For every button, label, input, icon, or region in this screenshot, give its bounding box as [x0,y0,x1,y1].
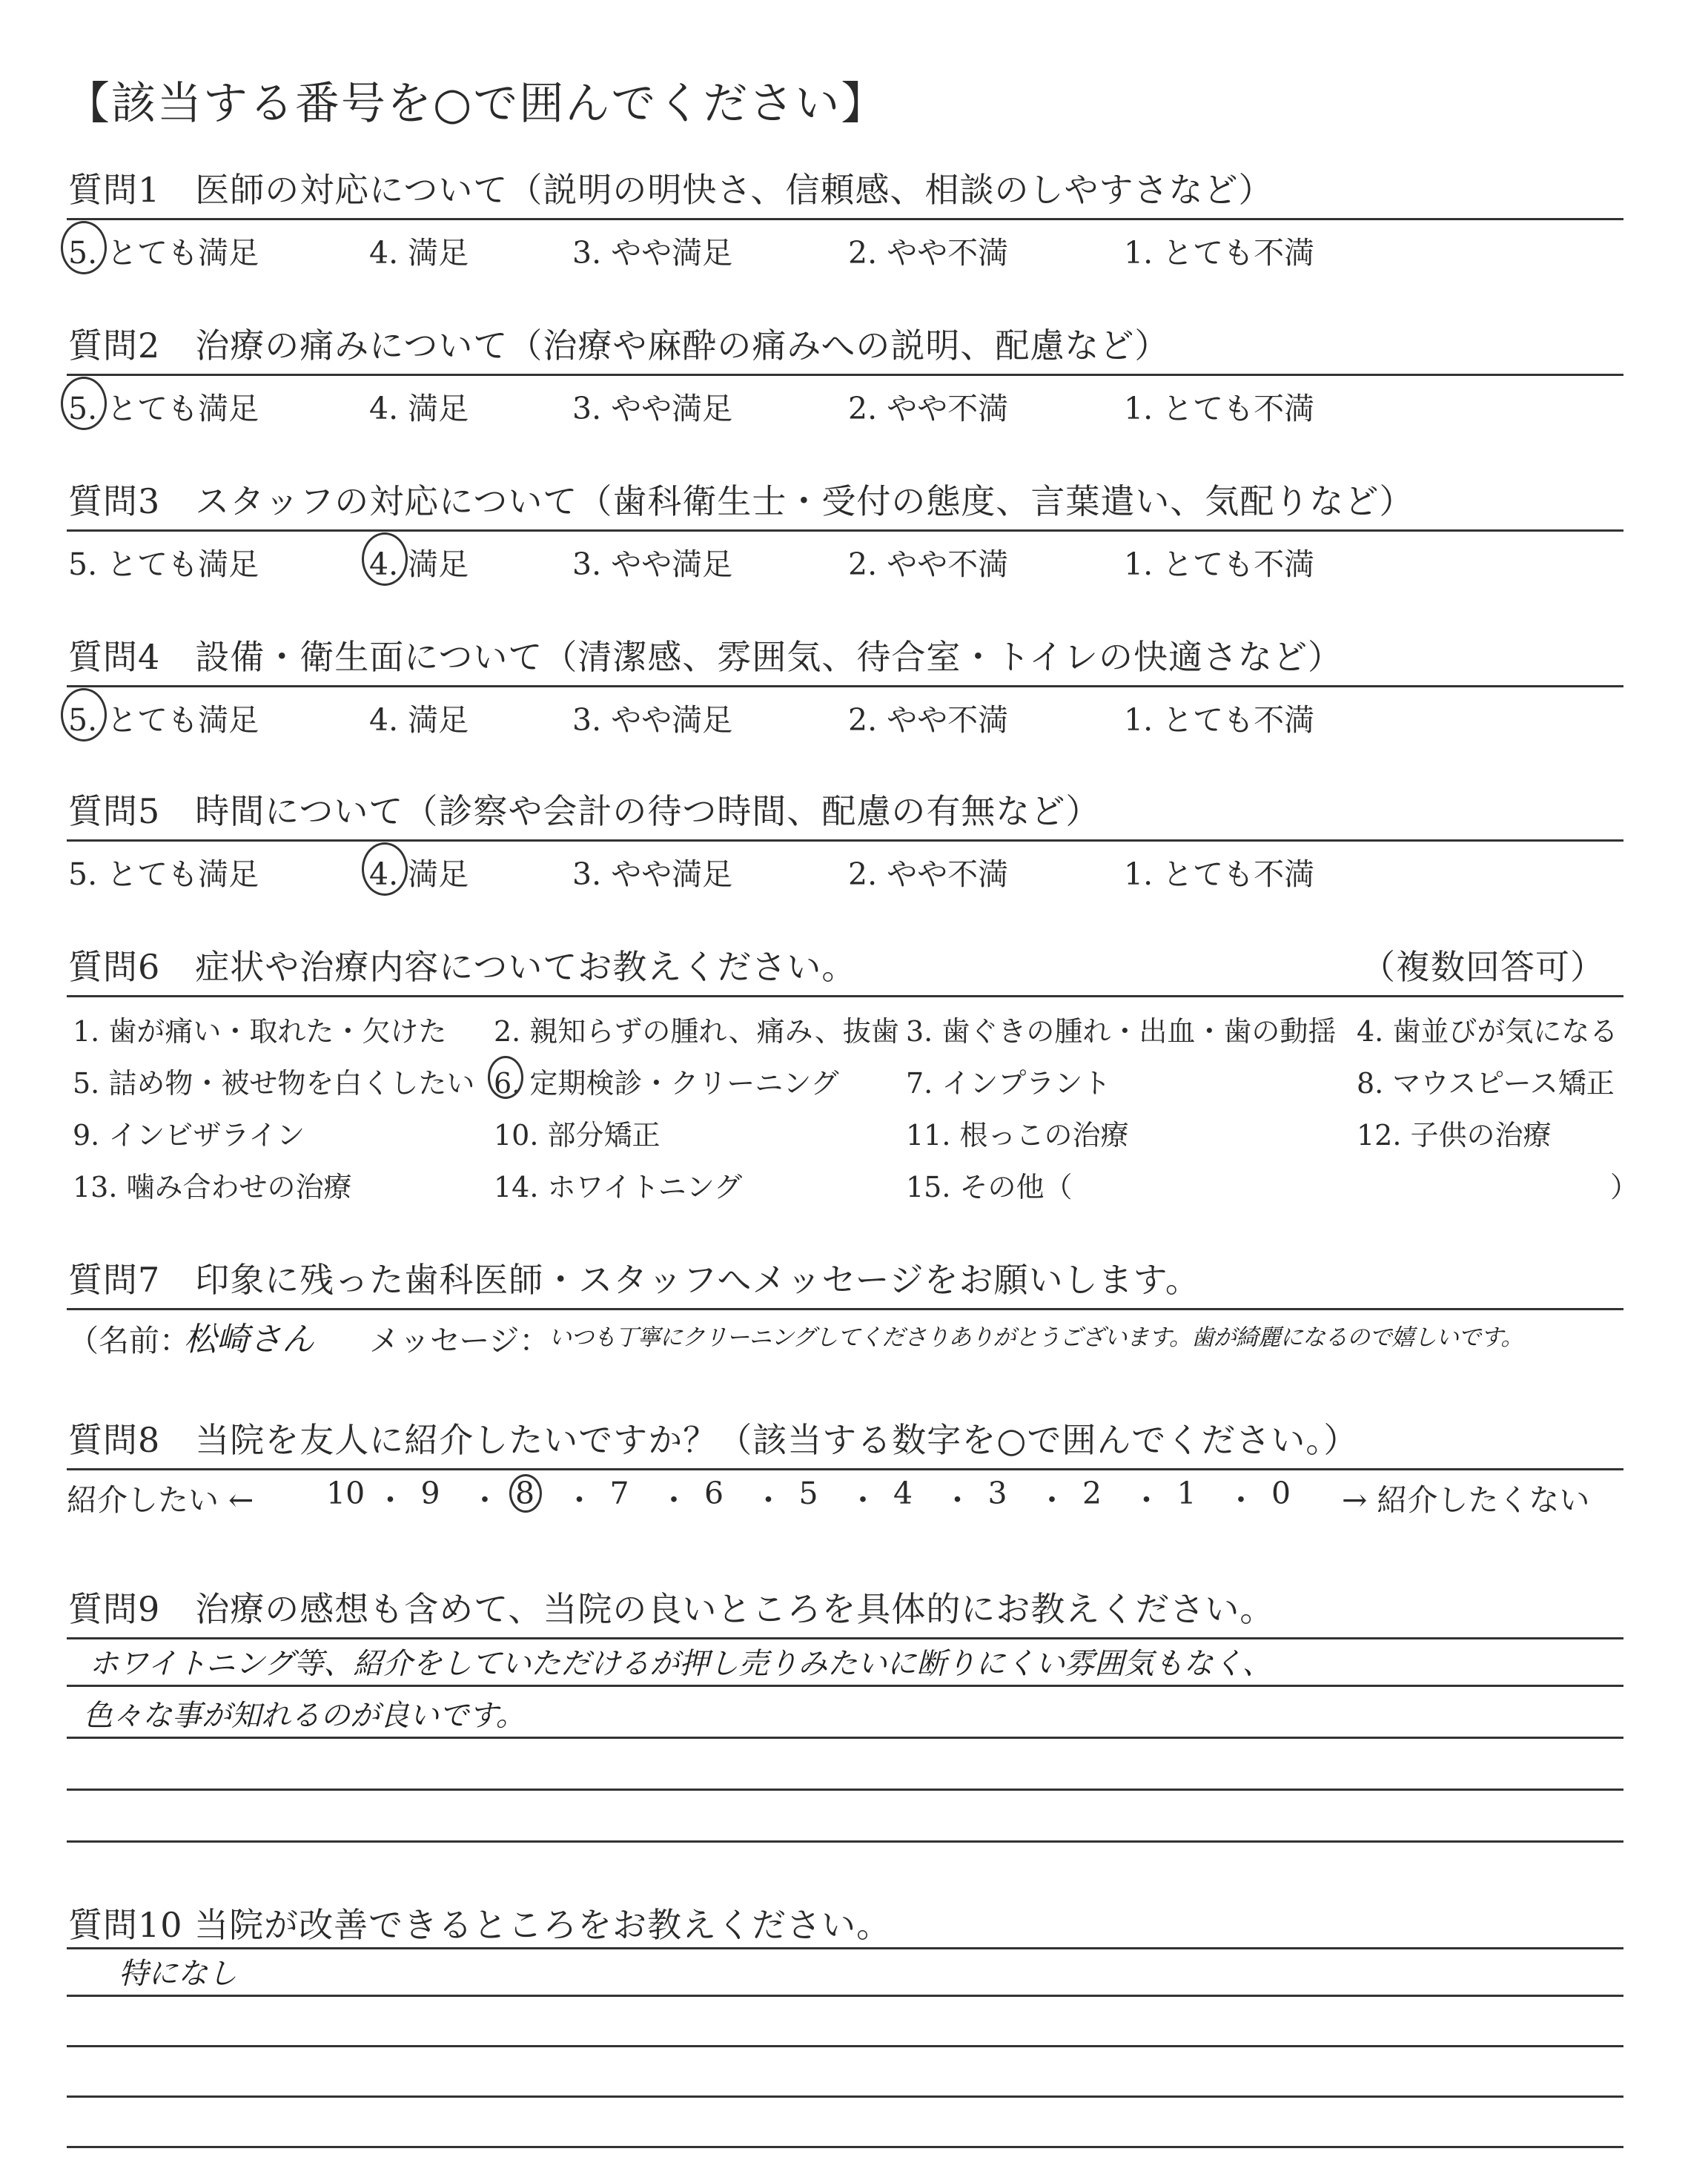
q9-answer-line-1[interactable]: ホワイトニング等、紹介をしていただけるが押し売りみたいに断りにくい雰囲気もなく、 [89,1647,1272,1681]
q3-option-2[interactable]: 2. やや不満 [848,546,1009,582]
q4-option-3[interactable]: 3. やや満足 [572,702,733,738]
q6-title: 質問6 症状や治療内容についてお教えください。 [68,947,857,987]
q6-option-1[interactable]: 1. 歯が痛い・取れた・欠けた [73,1015,447,1048]
q7-message-label: メッセージ： [369,1323,550,1358]
q1-option-3[interactable]: 3. やや満足 [572,235,733,271]
q8-scale-separator: ・ [942,1482,973,1518]
q3-option-3[interactable]: 3. やや満足 [572,546,733,582]
q10-rule-1 [67,1947,1623,1949]
q6-option-5[interactable]: 5. 詰め物・被せ物を白くしたい [73,1067,475,1100]
q8-scale-8[interactable]: 8 [515,1476,535,1511]
q2-option-4[interactable]: 4. 満足 [369,391,469,426]
q4-option-1[interactable]: 1. とても不満 [1124,702,1315,738]
q5-title: 質問5 時間について（診察や会計の待つ時間、配慮の有無など） [68,791,1101,831]
q9-rule-2 [67,1685,1623,1687]
q9-rule-4 [67,1789,1623,1791]
q1-option-1[interactable]: 1. とても不満 [1124,235,1315,271]
q3-option-4[interactable]: 4. 満足 [369,546,469,582]
q8-scale-2[interactable]: 2 [1082,1476,1102,1511]
q8-scale-3[interactable]: 3 [987,1476,1007,1511]
q5-option-3[interactable]: 3. やや満足 [572,856,733,892]
q8-scale-9[interactable]: 9 [420,1476,440,1511]
q1-title: 質問1 医師の対応について（説明の明快さ、信頼感、相談のしやすさなど） [68,170,1274,210]
q6-option-13[interactable]: 13. 噛み合わせの治療 [73,1171,352,1203]
q8-scale-1[interactable]: 1 [1176,1476,1196,1511]
q9-rule-3 [67,1737,1623,1739]
q2-selection-circle [61,377,107,430]
q4-option-2[interactable]: 2. やや不満 [848,702,1009,738]
q6-option-3[interactable]: 3. 歯ぐきの腫れ・出血・歯の動揺 [906,1015,1337,1048]
q7-message-value[interactable]: いつも丁寧にクリーニングしてくださりありがとうございます。歯が綺麗になるので嬉しいです。 [549,1324,1523,1351]
q1-option-2[interactable]: 2. やや不満 [848,235,1009,271]
q3-selection-circle [362,532,408,586]
q6-option-11[interactable]: 11. 根っこの治療 [906,1119,1129,1152]
q8-scale-separator: ・ [847,1482,878,1518]
q6-option-4[interactable]: 4. 歯並びが気になる [1357,1015,1618,1048]
q7-name-label: （名前： [68,1323,190,1358]
q2-option-3[interactable]: 3. やや満足 [572,391,733,426]
q5-rule [67,839,1623,842]
q6-note: （複数回答可） [1361,947,1605,987]
q8-scale-separator: ・ [1225,1482,1257,1518]
q6-option-15[interactable]: 15. その他（ [906,1171,1073,1203]
q7-name-value[interactable]: 松崎さん [184,1321,314,1358]
page-title: 【該当する番号を○で囲んでください】 [65,78,887,130]
q10-rule-3 [67,2045,1623,2047]
q3-title: 質問3 スタッフの対応について（歯科衛生士・受付の態度、言葉遣い、気配りなど） [68,481,1414,521]
q2-title: 質問2 治療の痛みについて（治療や麻酔の痛みへの説明、配慮など） [68,326,1170,366]
q4-title: 質問4 設備・衛生面について（清潔感、雰囲気、待合室・トイレの快適さなど） [68,637,1343,677]
q5-option-2[interactable]: 2. やや不満 [848,856,1009,892]
q8-rule [67,1468,1623,1470]
q9-title: 質問9 治療の感想も含めて、当院の良いところを具体的にお教えください。 [68,1589,1275,1629]
q4-option-4[interactable]: 4. 満足 [369,702,469,738]
q2-option-1[interactable]: 1. とても不満 [1124,391,1315,426]
q8-scale-separator: ・ [469,1482,500,1518]
q10-title: 質問10 当院が改善できるところをお教えください。 [68,1905,892,1945]
q3-option-1[interactable]: 1. とても不満 [1124,546,1315,582]
q9-rule-1 [67,1637,1623,1639]
q6-option-6[interactable]: 6. 定期検診・クリーニング [494,1067,839,1100]
q8-scale-4[interactable]: 4 [893,1476,913,1511]
q1-rule [67,218,1623,220]
q5-option-5[interactable]: 5. とても満足 [68,856,259,892]
q6-rule [67,995,1623,997]
q4-selection-circle [61,688,107,742]
q8-left-label: 紹介したい ← [67,1482,254,1518]
q4-rule [67,685,1623,687]
q10-rule-2 [67,1995,1623,1997]
q8-scale-7[interactable]: 7 [609,1476,629,1511]
q6-option-9[interactable]: 9. インビザライン [73,1119,305,1152]
q8-scale-separator: ・ [1131,1482,1162,1518]
q9-answer-line-2[interactable]: 色々な事が知れるのが良いです。 [83,1699,526,1733]
q3-rule [67,529,1623,532]
q5-option-1[interactable]: 1. とても不満 [1124,856,1315,892]
q6-option-2[interactable]: 2. 親知らずの腫れ、痛み、抜歯 [494,1015,899,1048]
q2-rule [67,374,1623,376]
q8-scale-10[interactable]: 10 [326,1476,365,1511]
q2-option-2[interactable]: 2. やや不満 [848,391,1009,426]
q10-rule-5 [67,2146,1623,2148]
q8-selection-circle [509,1474,542,1513]
q6-other-close-paren: ） [1610,1171,1639,1203]
q10-answer-line-1[interactable]: 特になし [119,1957,237,1991]
q8-scale-separator: ・ [564,1482,595,1518]
q8-scale-separator: ・ [1036,1482,1068,1518]
q5-selection-circle [362,842,408,896]
q8-right-label: → 紹介したくない [1342,1482,1590,1518]
q8-scale-5[interactable]: 5 [798,1476,818,1511]
q1-selection-circle [61,221,107,274]
q6-selection-circle [488,1056,523,1099]
q7-title: 質問7 印象に残った歯科医師・スタッフへメッセージをお願いします。 [68,1260,1200,1300]
q1-option-5[interactable]: 5. とても満足 [68,235,259,271]
q9-rule-5 [67,1840,1623,1843]
q8-scale-0[interactable]: 0 [1271,1476,1291,1511]
q6-option-10[interactable]: 10. 部分矯正 [494,1119,661,1152]
q1-option-4[interactable]: 4. 満足 [369,235,469,271]
q6-option-14[interactable]: 14. ホワイトニング [494,1171,743,1203]
q3-option-5[interactable]: 5. とても満足 [68,546,259,582]
q8-scale-separator: ・ [753,1482,784,1518]
q8-title: 質問8 当院を友人に紹介したいですか？（該当する数字を○で囲んでください。） [68,1420,1359,1460]
q10-rule-4 [67,2095,1623,2098]
q8-scale-separator: ・ [658,1482,689,1518]
q6-option-12[interactable]: 12. 子供の治療 [1357,1119,1552,1152]
q7-rule [67,1308,1623,1310]
q5-option-4[interactable]: 4. 満足 [369,856,469,892]
q4-option-5[interactable]: 5. とても満足 [68,702,259,738]
q8-scale-6[interactable]: 6 [704,1476,724,1511]
q2-option-5[interactable]: 5. とても満足 [68,391,259,426]
q6-option-8[interactable]: 8. マウスピース矯正 [1357,1067,1615,1100]
q8-scale-separator: ・ [375,1482,406,1518]
q6-option-7[interactable]: 7. インプラント [906,1067,1111,1100]
